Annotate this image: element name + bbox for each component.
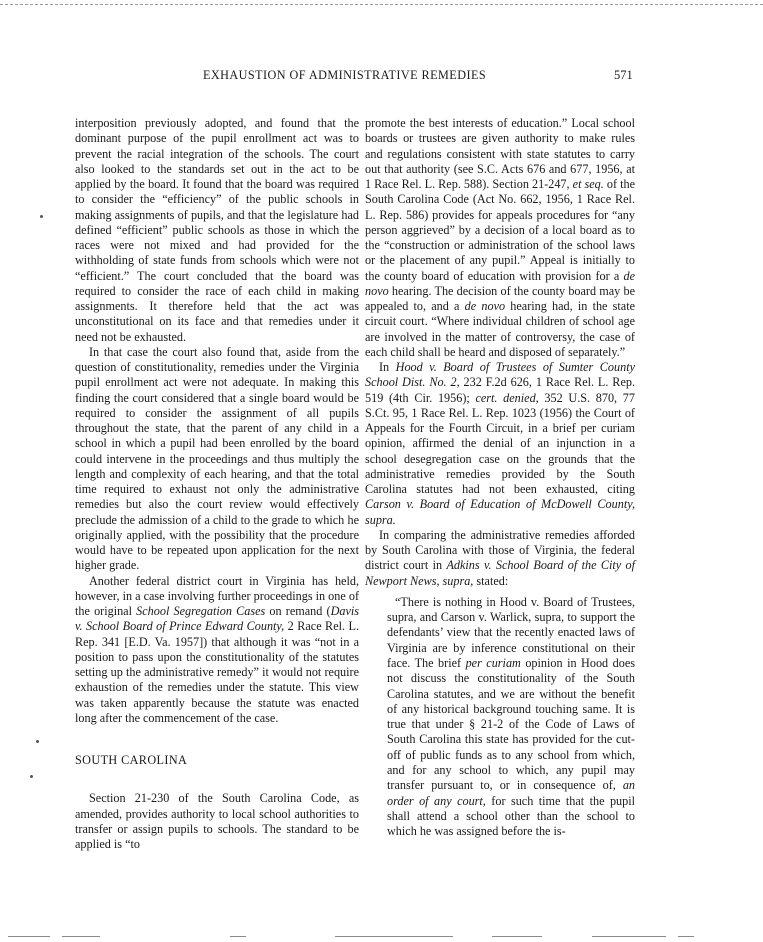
page-number: 571: [614, 68, 633, 82]
paragraph: Another federal district court in Virginia has held, however, in a case involving further proceedings in one of the original School Segregation Cases on remand (Davis v. School Board of Prince Edward County, 2 Race Rel. L. Rep. 341 [E.D. Va. 1957]) that although it was “not in a position to pass upon the constitutionality of the statutes setting up the administrative remedy” it would not require exhaustion of the remedies under the statute. This view was taken apparently because the statute was enacted long after the commencement of the case.: [75, 573, 360, 725]
case-name: School Segregation Cases: [136, 604, 266, 618]
paragraph: In Hood v. Board of Trustees of Sumter County School Dist. No. 2, 232 F.2d 626, 1 Race Rel. L. Rep. 519 (4th Cir. 1956); cert. denied, 352 U.S. 870, 77 S.Ct. 95, 1 Race Rel. L. Rep. 1023 (1956) the Court of Appeals for the Fourth Circuit, in a brief per curiam opinion, affirmed the denial of an injunction in a school desegregation case on the grounds that the administrative remedies provided by the South Carolina statutes had not been exhausted, citing Carson v. Board of Education of McDowell County, supra.: [365, 360, 635, 527]
case-name: Davis v. School Board of Prince Edward County,: [75, 604, 360, 634]
page-header: [0, 68, 763, 86]
block-quote: “There is nothing in Hood v. Board of Trustees, supra, and Carson v. Warlick, supra, to support the defendants’ view that the recently enacted laws of Virginia are by inference constitutional on their face. The brief per curiam opinion in Hood does not discuss the constitutionality of the South Carolina statutes, and we are without the benefit of any historical background touching same. It is true that under § 21-2 of the Code of Laws of South Carolina this state has provided for the cut-off of public funds as to any school from which, and for any school to which, any pupil may transfer pursuant to, or in consequence of, an order of any court, for such time that the pupil shall attend a school other than the school to which he was assigned before the is-: [387, 594, 635, 839]
paragraph: In that case the court also found that, aside from the question of constitutionality, remedies under the Virginia pupil enrollment act were not adequate. In making this finding the court considered that a single board would be required to consider the assignment of all pupils throughout the state, that the parent of any child in a school in which a pupil had been enrolled by the board could intervene in the proceedings and thus multiply the length and complexity of each hearing, and that the total time required to exhaust not only the administrative remedies but also the court review would effectively preclude the admission of a child to the grade to which he originally applied, with the possibility that the procedure would have to be repeated upon application for the next higher grade.: [75, 344, 359, 573]
paragraph: promote the best interests of education.” Local school boards or trustees are given authority to make rules and regulations consistent with state statutes to carry out that authority (see S.C. Acts 676 and 677, 1956, at 1 Race Rel. L. Rep. 588). Section 21-247, et seq. of the South Carolina Code (Act No. 662, 1956, 1 Race Rel. L. Rep. 586) provides for appeals procedures for “any person aggrieved” by a decision of a local board as to the “construction or administration of the school laws or the placement of any pupil.” Appeal is initially to the county board of education with provision for a de novo hearing. The decision of the county board may be appealed to, and a de novo hearing had, in the state circuit court. “Where individual children of school age are involved in the matter of controversy, the case of each child shall be heard and disposed of separately.”: [365, 116, 635, 359]
case-name: Carson v. Board of Education of McDowell County, supra.: [365, 497, 635, 527]
top-scan-border: [0, 4, 763, 5]
case-name: Hood v. Board of Trustees of Sumter County School Dist. No. 2,: [365, 360, 635, 390]
left-column: [75, 116, 359, 852]
bottom-scan-marks: [0, 934, 763, 940]
paragraph: In comparing the administrative remedies afforded by South Carolina with those of Virginia, the federal district court in Adkins v. School Board of the City of Newport News, supra, stated:: [365, 527, 635, 588]
case-name: Adkins v. School Board of the City of Newport News, supra,: [365, 558, 635, 588]
scan-speck: [30, 775, 33, 778]
running-title: EXHAUSTION OF ADMINISTRATIVE REMEDIES: [203, 68, 487, 82]
right-column: [365, 116, 635, 840]
paragraph: interposition previously adopted, and found that the dominant purpose of the pupil enrollment act was to prevent the racial integration of the schools. The court also looked to the standards set out in the act to be applied by the board. It found that the board was required to consider the “efficiency” of the public schools in making assignments of pupils, and that the legislature had defined “efficient” public schools as those in which the races were not mixed and had provided for the withholding of state funds from schools which were not “efficient.” The court concluded that the board was required to consider the race of each child in making assignments. It therefore held that the act was unconstitutional on its face and that remedies under it need not be exhausted.: [75, 116, 359, 344]
paragraph: Section 21-230 of the South Carolina Code, as amended, provides authority to local school authorities to transfer or assign pupils to schools. The standard to be applied is “to: [75, 791, 359, 851]
section-heading: SOUTH CAROLINA: [75, 753, 188, 767]
scan-speck: [40, 215, 43, 218]
scan-speck: [36, 740, 39, 743]
